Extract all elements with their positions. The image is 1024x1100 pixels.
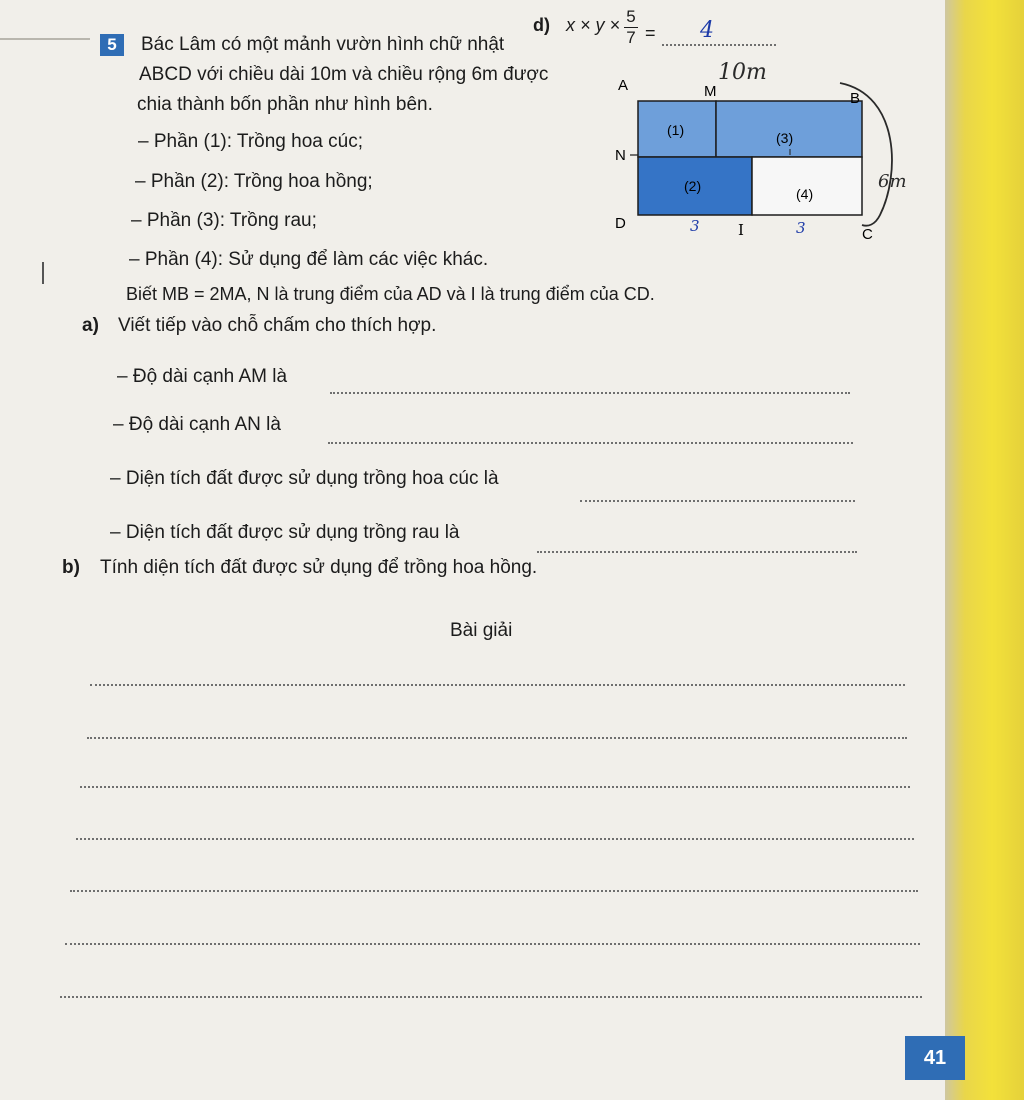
solution-line — [80, 786, 910, 788]
answer-line-area-hoa-cuc — [580, 500, 855, 502]
exercise-d-fraction — [624, 8, 638, 47]
answer-dotted-line — [662, 44, 776, 46]
solution-title: Bài giải — [450, 620, 513, 641]
exercise-d-label: d) — [533, 15, 550, 35]
label-b: B — [850, 90, 861, 107]
question-a-text: Viết tiếp vào chỗ chấm cho thích hợp. — [118, 315, 437, 336]
label-a: A — [618, 77, 629, 94]
answer-line-area-rau — [537, 551, 857, 553]
question-a-item3: – Diện tích đất được sử dụng trồng hoa cúc là — [110, 468, 499, 489]
label-n: N — [615, 147, 626, 164]
answer-line-am — [330, 392, 850, 394]
question-b-text: Tính diện tích đất được sử dụng để trồng hoa hồng. — [100, 557, 538, 578]
question-a-item4: – Diện tích đất được sử dụng trồng rau là — [110, 522, 460, 543]
handwritten-ic-3: 3 — [796, 219, 806, 237]
handwritten-6m: 6m — [878, 171, 907, 192]
region-2-label: (2) — [684, 178, 702, 194]
region-1-label: (1) — [667, 122, 685, 138]
region-3-rau — [716, 101, 862, 157]
fraction-numerator: 5 — [626, 7, 636, 26]
label-i: I — [738, 221, 744, 239]
question-a-label: a) — [82, 315, 99, 336]
exercise-d-expression: x × y × — [566, 15, 621, 35]
problem-intro-line1: Bác Lâm có một mảnh vườn hình chữ nhật — [141, 34, 505, 55]
region-3-label: (3) — [776, 130, 794, 146]
exercise-d-equals: = — [645, 23, 656, 43]
problem-intro-line2: ABCD với chiều dài 10m và chiều rộng 6m được — [139, 64, 549, 85]
solution-line — [87, 737, 907, 739]
part4-text: – Phần (4): Sử dụng để làm các việc khác. — [129, 249, 489, 270]
exercise-d-handwritten-answer: 4 — [700, 18, 714, 43]
answer-line-an — [328, 442, 853, 444]
handwritten-10m: 10m — [718, 60, 767, 85]
given-conditions: Biết MB = 2MA, N là trung điểm của AD và I là trung điểm của CD. — [126, 284, 655, 304]
solution-line — [76, 838, 914, 840]
solution-line — [60, 996, 922, 998]
yellow-page-edge — [945, 0, 1024, 1100]
part1-text: – Phần (1): Trồng hoa cúc; — [138, 131, 363, 152]
question-a-item1: – Độ dài cạnh AM là — [117, 366, 288, 387]
garden-figure — [600, 55, 930, 245]
label-d: D — [615, 215, 626, 232]
label-m: M — [704, 83, 717, 100]
question-b-label: b) — [62, 557, 80, 578]
solution-line — [65, 943, 920, 945]
solution-line — [90, 684, 905, 686]
problem-number-badge: 5 — [100, 34, 124, 56]
handwritten-di-3: 3 — [690, 217, 700, 235]
fraction-denominator: 7 — [626, 28, 636, 47]
part2-text: – Phần (2): Trồng hoa hồng; — [135, 171, 373, 192]
problem-intro-line3: chia thành bốn phần như hình bên. — [137, 94, 433, 115]
page-number: 41 — [905, 1036, 965, 1080]
label-c: C — [862, 226, 873, 243]
part3-text: – Phần (3): Trồng rau; — [131, 210, 317, 231]
region-4-label: (4) — [796, 186, 814, 202]
question-a-item2: – Độ dài cạnh AN là — [113, 414, 281, 435]
solution-line — [70, 890, 918, 892]
